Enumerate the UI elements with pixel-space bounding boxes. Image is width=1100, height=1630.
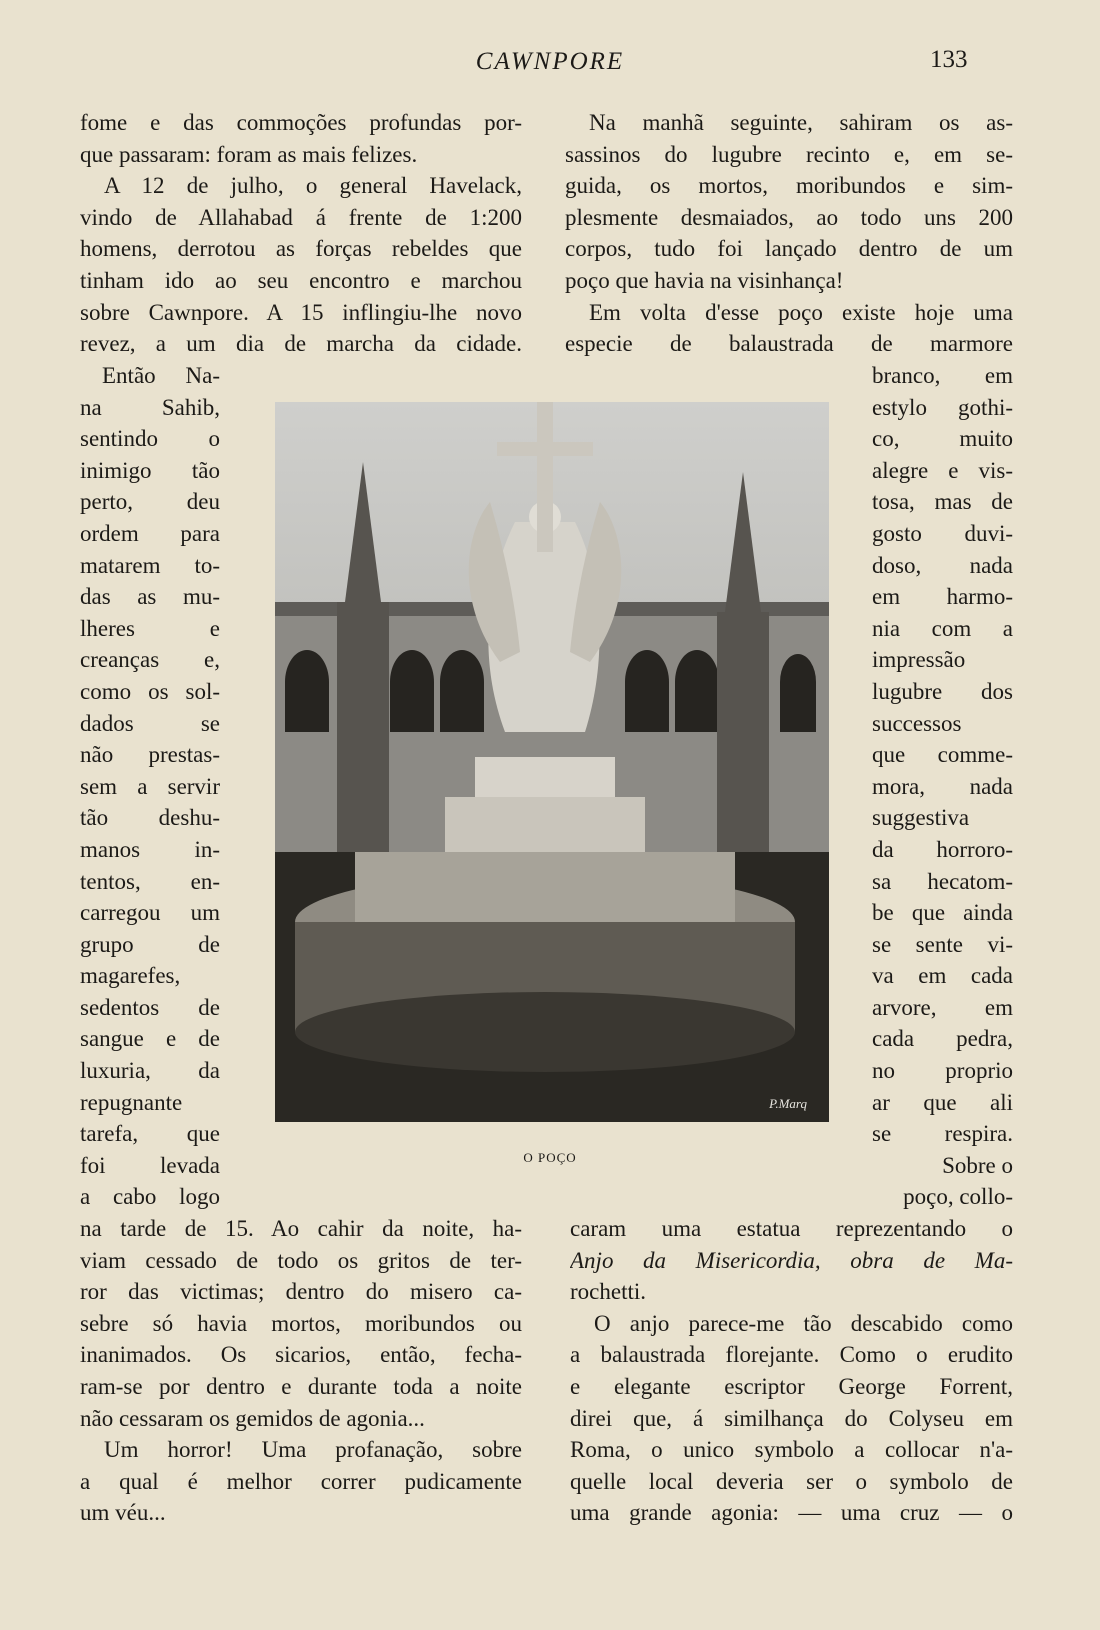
text-line: que passaram: foram as mais felizes. <box>80 141 418 167</box>
text-line: mora, nada <box>872 773 1013 799</box>
text-line: be que ainda <box>872 900 1013 926</box>
text-line: viam cessado de todo os gritos de ter- <box>80 1247 522 1273</box>
text-line: guida, os mortos, moribundos e sim- <box>565 173 1013 199</box>
right-column-bottom <box>570 1213 1013 1529</box>
text-line: Um horror! Uma profanação, sobre <box>104 1437 522 1463</box>
text-line: na tarde de 15. Ao cahir da noite, ha- <box>80 1216 522 1241</box>
text-line: magarefes, <box>80 963 181 989</box>
text-line: se respira. <box>872 1121 1013 1147</box>
text-line: caram uma estatua reprezentando o <box>570 1216 1013 1241</box>
text-line: sangue e de <box>80 1026 220 1052</box>
text-line: sem a servir <box>80 773 220 799</box>
text-line: se sente vi- <box>872 931 1013 957</box>
text-line: matarem to- <box>80 552 220 578</box>
photographer-signature: P.Marq <box>769 1096 807 1111</box>
text-line: doso, nada <box>872 552 1013 578</box>
right-column-top <box>565 107 1013 360</box>
text-line: inanimados. Os sicarios, então, fecha- <box>80 1342 522 1368</box>
text-line: ror das victimas; dentro do misero ca- <box>80 1279 522 1305</box>
text-line: especie de balaustrada de marmore <box>565 331 1013 357</box>
text-line: não cessaram os gemidos de agonia... <box>80 1405 425 1431</box>
left-column-narrow <box>80 360 220 1213</box>
text-line: revez, a um dia de marcha da cidade. <box>80 331 522 357</box>
text-line: sassinos do lugubre recinto e, em se- <box>565 141 1013 167</box>
text-line: sedentos de <box>80 994 220 1020</box>
text-line: co, muito <box>872 426 1013 452</box>
well-monument-photo <box>275 402 829 1122</box>
text-line: lugubre dos <box>872 678 1013 704</box>
text-line: a cabo logo <box>80 1184 220 1210</box>
text-line: arvore, em <box>872 994 1013 1020</box>
text-line: poço, collo- <box>903 1184 1013 1210</box>
text-line: da horroro- <box>872 836 1013 862</box>
text-line: perto, deu <box>80 489 220 515</box>
text-line: A 12 de julho, o general Havelack, <box>104 173 522 199</box>
text-line: tão deshu- <box>80 805 220 831</box>
text-line: tinham ido ao seu encontro e marchou <box>80 267 522 293</box>
text-line: foi levada <box>80 1152 220 1178</box>
text-line: alegre e vis- <box>872 457 1013 483</box>
text-line: a qual é melhor correr pudicamente <box>80 1468 522 1494</box>
text-line: das as mu- <box>80 584 220 610</box>
text-line: e elegante escriptor George Forrent, <box>570 1373 1013 1399</box>
text-line: Em volta d'esse poço existe hoje uma <box>589 299 1013 325</box>
text-line: quelle local deveria ser o symbolo de <box>570 1468 1013 1494</box>
text-line: estylo gothi- <box>872 394 1013 420</box>
text-line: Anjo da Misericordia, obra de Ma- <box>570 1247 1013 1273</box>
text-line: corpos, tudo foi lançado dentro de um <box>565 236 1013 262</box>
text-line: O anjo parece-me tão descabido como <box>594 1310 1013 1336</box>
text-line: rochetti. <box>570 1279 646 1305</box>
text-line: como os sol- <box>80 678 220 704</box>
text-line: a balaustrada florejante. Como o erudito <box>570 1342 1013 1368</box>
text-line: branco, em <box>872 363 1013 388</box>
text-line: inimigo tão <box>80 457 220 483</box>
text-line: não prestas- <box>80 742 220 768</box>
text-line: um véu... <box>80 1500 166 1526</box>
text-line: Na manhã seguinte, sahiram os as- <box>589 110 1013 135</box>
angel-statue-illustration <box>275 402 829 1122</box>
text-line: no proprio <box>872 1058 1013 1084</box>
text-line: repugnante <box>80 1089 183 1115</box>
text-line: tarefa, que <box>80 1121 220 1147</box>
text-line: Então Na- <box>102 363 220 388</box>
text-line: tosa, mas de <box>872 489 1013 515</box>
text-line: tentos, en- <box>80 868 220 894</box>
right-column-narrow <box>872 360 1013 1213</box>
text-line: uma grande agonia: — uma cruz — o <box>570 1500 1013 1526</box>
text-line: ordem para <box>80 520 220 546</box>
text-line: lheres e <box>80 615 220 641</box>
text-line: plesmente desmaiados, ao todo uns 200 <box>565 204 1013 230</box>
text-line: sa hecatom- <box>872 868 1013 894</box>
text-line: creanças e, <box>80 647 220 673</box>
text-line: na Sahib, <box>80 394 220 420</box>
left-column-top <box>80 107 522 360</box>
text-line: manos in- <box>80 836 220 862</box>
text-line: sentindo o <box>80 426 220 452</box>
text-line: grupo de <box>80 931 220 957</box>
text-line: ar que ali <box>872 1089 1013 1115</box>
left-column-bottom <box>80 1213 522 1529</box>
text-line: luxuria, da <box>80 1058 220 1084</box>
text-line: gosto duvi- <box>872 520 1013 546</box>
text-line: dados se <box>80 710 220 736</box>
running-header: CAWNPORE <box>475 48 625 75</box>
text-line: cada pedra, <box>872 1026 1013 1052</box>
text-line: nia com a <box>872 615 1013 641</box>
text-line: direi que, á similhança do Colyseu em <box>570 1405 1013 1431</box>
text-line: ram-se por dentro e durante toda a noite <box>80 1373 522 1399</box>
text-line: suggestiva <box>872 805 970 831</box>
text-line: sebre só havia mortos, moribundos ou <box>80 1310 522 1336</box>
text-line: vindo de Allahabad á frente de 1:200 <box>80 204 522 230</box>
text-line: que comme- <box>872 742 1013 768</box>
text-line: sobre Cawnpore. A 15 inflingiu-lhe novo <box>80 299 522 325</box>
figure-caption: O POÇO <box>523 1150 577 1165</box>
text-line: Sobre o <box>942 1152 1013 1178</box>
text-line: carregou um <box>80 900 220 926</box>
text-line: successos <box>872 710 962 736</box>
page-number: 133 <box>930 46 968 73</box>
text-line: va em cada <box>872 963 1013 989</box>
text-line: homens, derrotou as forças rebeldes que <box>80 236 522 262</box>
text-line: fome e das commoções profundas por- <box>80 110 522 135</box>
text-line: poço que havia na visinhança! <box>565 267 844 293</box>
text-line: em harmo- <box>872 584 1013 610</box>
text-line: Roma, o unico symbolo a collocar n'a- <box>570 1437 1013 1463</box>
text-line: impressão <box>872 647 966 673</box>
